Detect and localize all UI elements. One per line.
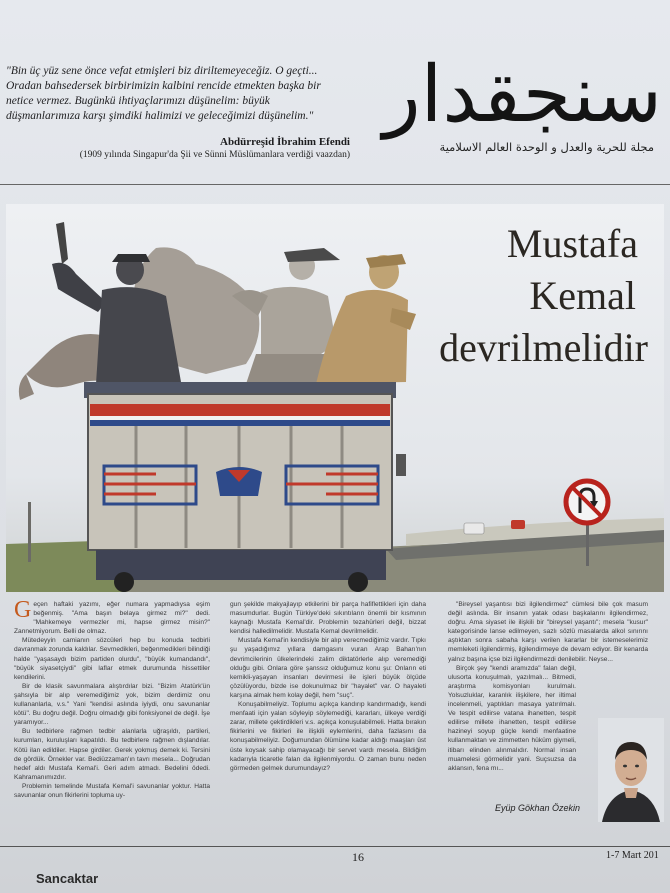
masthead-quote: "Bin üç yüz sene önce vefat etmişleri biz diriltemeyeceğiz. O geçti... Oradan bahsedersek birbirimizin kalbini rencide etmekten başka bir netice vermez. Bugünkü ihtiyaçlarımızı düşünelim: büyük düşmanlarımıza karşı şimdiki halimizi ve geleceğimizi düşünelim."	[6, 65, 321, 122]
publication-name: Sancaktar	[36, 871, 99, 886]
paragraph: Mütedeyyin camianın sözcüleri hep bu konuda tedbirli davranmak zorunda kaldılar. Sevmedikleri, beğenmedikleri bilindiği halde "yaşasaydı bizim partiden olurdu", "büyük kumandandı", "büyük siyasetçiydi" gibi laflar etmek durumunda hissettiler kendilerini.	[14, 637, 210, 681]
masthead-logo	[350, 50, 662, 160]
paragraph: eçen haftaki yazımı, eğer numara yapmadıysa eşim beğenmiş. "Ama başın belaya girmez mi?" dedi. "Mahkemeye vermezler mi, hapse girmez misin?" Zannetmiyorum. Belli de olmaz.	[14, 601, 210, 636]
article-byline: Eyüp Gökhan Özekin	[495, 803, 581, 813]
headline-line-1: Mustafa	[506, 221, 638, 266]
footer-divider	[0, 846, 670, 847]
article-column-2	[230, 600, 426, 773]
paragraph: Bu tedbirlere rağmen tedbir alanlarla uğraşıldı, partileri, kurumları, kuruluşları kapatıldı. Bu tedbirlere rağmen dışlandılar. Kötü ilan edildiler. Hapse girdiler. Gerek yokmuş demek ki. Tersini de gördük. Örnekler var. Bediüzzaman'ın tavrı mesela... Doğrudan hedef aldı Mustafa Kemal'i. Geri adım atmadı. Bedelini ödedi. Kahramanımızdır.	[14, 728, 210, 781]
article-column-1	[14, 597, 210, 800]
paragraph: Konuşabilmeliyiz. Toplumu açıkça kandırıp kandırmadığı, kendi menfaati için yalan söyleyip söylemediği, kararları, ülkeye verdiği zarar, millete çektirdikleri v.s. açıkça konuşulabilmeli. Hatta bırakın fikirlerini ve fikirleri ile ilişkili eylemlerini, daha fazlasını da konuşabilmeliyiz. Doğumundan ölümüne kadar aldığı maaşları üst üste koysak sahip olamayacağı bir servet vardı mesela. Bildiğim kadarıyla ticaretle falan da ilgilenmiyordu. O zaman bunu neden görmeden gelmek durumundayız?	[230, 701, 426, 772]
paragraph: Birçok şey "kendi aramızda" falan değil, ulusorta konuşulmalı, yazılmalı... Bitmedi, araştırma komisyonları kurulmalı. Yolsuzluklar, karanlık ilişkilere, her iltimal incelenmeli, yaptıkları masaya yatırılmalı. Ve tespit edilirse vatana ihanetten, tespit edilirse millete ihanetten, tespit edilirse hazineyi soyup güçle kendi menfaatine kullanmaktan ve zimmetten hüküm giymeli, itibarı elinden alınmalıdır. Normal insan muamelesi görmelidir yani. Suçsuzsa da aklansın, fena mı...	[448, 664, 576, 772]
article-headline	[348, 218, 648, 374]
paragraph: gun şekilde makyajlayıp etkilerini bir parça hafiflettikleri için daha masumdurlar. Bugün Türkiye'deki sıkıntıların önemli bir kısmının kaynağı Mustafa Kemal'dir. Problemin tezahürleri değil, bizzat kendisi halledilmelidir. Mustafa Kemal devrilmelidir.	[230, 601, 426, 636]
paragraph: Mustafa Kemal'in kendisiyle bir alıp verecmediğimiz vardır. Tıpkı şu yaşadığımız yıllara damgasını vuran Arap Baharı'nın devrimcilerinin ülkelerindeki zalim diktatörlerle alıp veremediği olduğu gibi. Onlara göre şanssız olduğumuz konu şu: Onların eti kemikli-yaşayan insanları devirmesi ile işleri büyük ölçüde çözülüyordu, bizde ise dokunulmaz bir "hayalet" var. O hayaleti karşına almak hem kolay değil, hem "suç".	[230, 637, 426, 699]
page-number: 16	[352, 850, 364, 864]
headline-line-3: devrilmelidir	[439, 325, 648, 370]
lead-photo	[6, 204, 664, 592]
logo-subtitle: مجلة للحرية والعدل و الوحدة العالم الاسلامية	[439, 140, 654, 154]
headline-line-2: Kemal	[529, 273, 636, 318]
author-photo	[598, 718, 664, 822]
truck	[84, 382, 406, 592]
paragraph: Bir de klasik savunmalara alıştırdılar bizi. "Bizim Atatürk'ün şahsıyla bir alıp veremediğimiz yok, bizim derdimiz onu kullananlarla, v.s." Yani "kendisi aslında iyiydi, onu savunanlar kötü". Bu doğru değil. Doğru olmadığı gibi fonksiyonel de değil. İşe yaramıyor...	[14, 682, 210, 727]
paragraph: Problemin temelinde Mustafa Kemal'i savunanlar yoktur. Hatta savunanlar onun fikirlerini topluma uy-	[14, 782, 210, 799]
issue-date: 1-7 Mart 201	[606, 850, 659, 861]
quote-source-note: (1909 yılında Singapur'da Şii ve Sünni Müslümanlara verdiği vaazdan)	[79, 150, 350, 160]
logo-arabic-title: سنجقدار	[383, 50, 662, 140]
drop-cap: G	[14, 597, 32, 623]
paragraph: "Bireysel yaşantısı bizi ilgilendirmez" cümlesi bile çok masum değil aslında. Bir insanın yatak odası başkalarını ilgilendirmez, doğru. Ama siyaset ile ilişkili bir "bireysel yaşantı"; mesela "kusur" kategorisinde lanse edilmeyen, sazlı sözlü masalarda alkol sınırını aştıktan sonra sabaha karşı verilen kararlar bir istemeselerimiz memleketi ilgilendirmiş, ilgilendirmeye de devam ediyor. Bir kenarda yalnız başına içse bizi ilgilendirmezdi denilebilir. Neyse...	[448, 601, 648, 663]
author-portrait-illustration	[598, 718, 664, 822]
masthead-divider	[0, 184, 670, 185]
quote-author: Abdürreşid İbrahim Efendi	[220, 136, 350, 148]
